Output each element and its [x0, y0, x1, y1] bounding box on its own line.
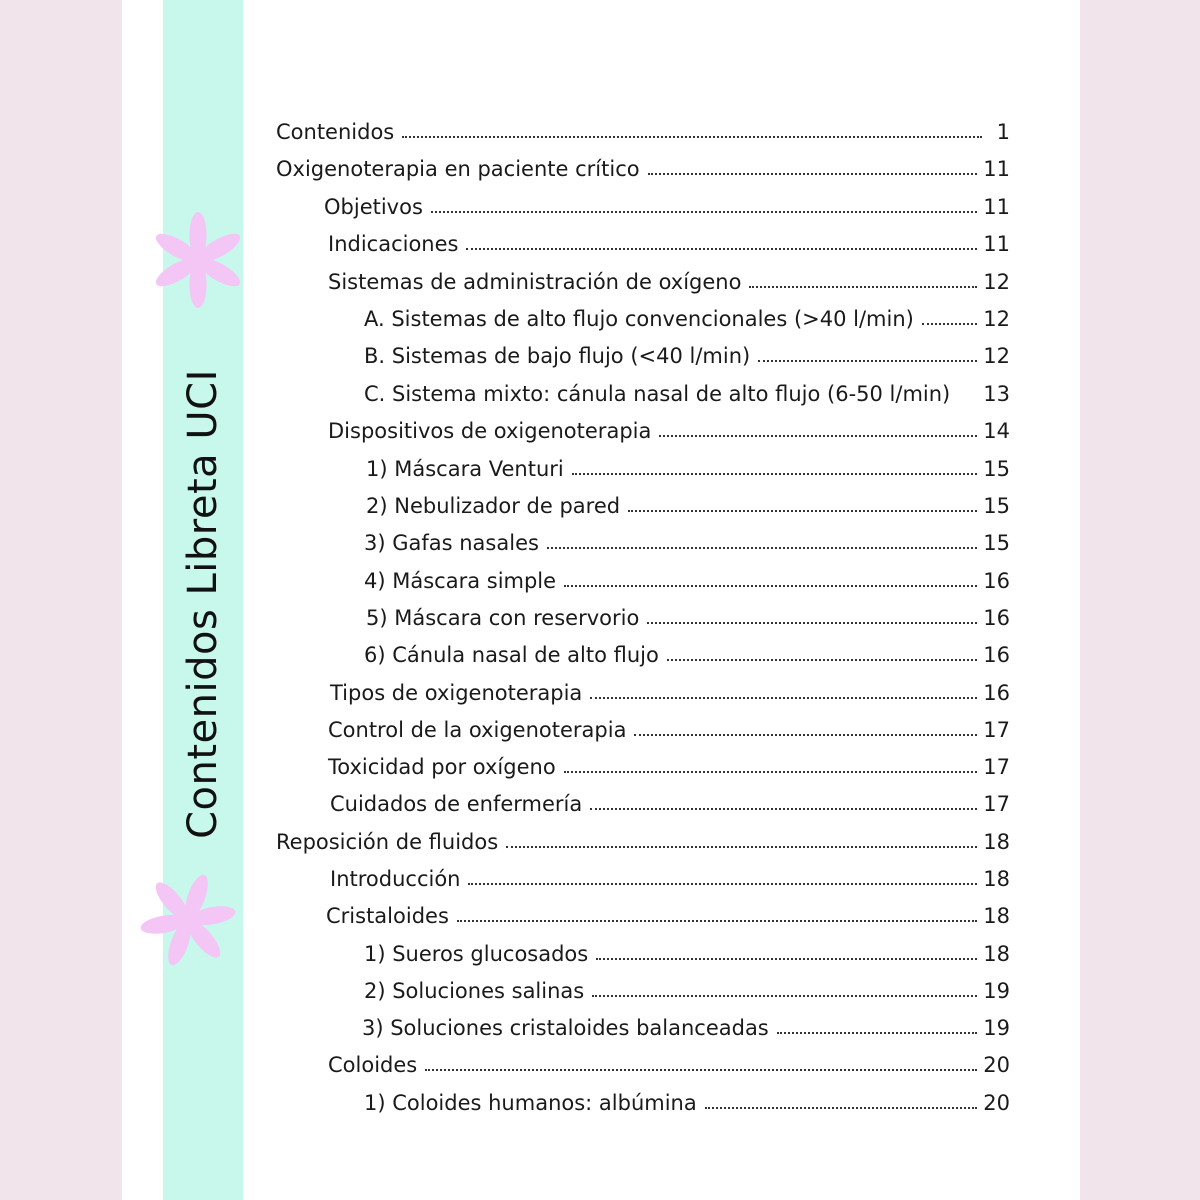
leader-dots: [547, 547, 977, 549]
toc-entry-label: Cuidados de enfermería: [330, 792, 583, 816]
leader-dots: [468, 883, 977, 885]
toc-entry-label: Dispositivos de oxigenoterapia: [328, 419, 652, 443]
toc-entry-page: 19: [983, 979, 1010, 1003]
toc-entry-page: 18: [983, 867, 1010, 891]
toc-entry-label: Toxicidad por oxígeno: [328, 755, 556, 779]
toc-entry[interactable]: [364, 525, 1010, 555]
toc-entry-label: 2) Soluciones salinas: [364, 979, 585, 1003]
toc-entry[interactable]: [362, 1010, 1010, 1040]
leader-dots: [705, 1107, 978, 1109]
toc-entry-label: 3) Soluciones cristaloides balanceadas: [362, 1016, 769, 1040]
toc-entry-page: 12: [983, 307, 1010, 331]
leader-dots: [564, 585, 977, 587]
toc-entry[interactable]: [276, 151, 1010, 181]
leader-dots: [659, 435, 977, 437]
leader-dots: [590, 808, 977, 810]
toc-entry-label: Coloides: [328, 1053, 418, 1077]
toc-entry-label: Contenidos: [276, 120, 395, 144]
toc-entry-page: 15: [983, 494, 1010, 518]
toc-entry[interactable]: [364, 973, 1010, 1003]
toc-entry-label: Reposición de fluidos: [276, 830, 499, 854]
leader-dots: [628, 510, 977, 512]
leader-dots: [922, 323, 977, 325]
toc-entry[interactable]: [364, 563, 1010, 593]
toc-entry[interactable]: [328, 1047, 1010, 1077]
toc-entry[interactable]: [364, 1085, 1010, 1115]
toc-entry[interactable]: [328, 712, 1010, 742]
toc-entry[interactable]: [324, 189, 1010, 219]
toc-entry-label: 1) Sueros glucosados: [364, 942, 589, 966]
toc-entry-page: 16: [983, 643, 1010, 667]
toc-entry[interactable]: [328, 226, 1010, 256]
toc-entry[interactable]: [328, 264, 1010, 294]
toc-entry-page: 15: [983, 531, 1010, 555]
toc-entry-page: 17: [983, 792, 1010, 816]
toc-entry-page: 11: [983, 157, 1010, 181]
toc-entry[interactable]: [366, 488, 1010, 518]
toc-entry[interactable]: [276, 114, 1010, 144]
toc-entry-page: 19: [983, 1016, 1010, 1040]
toc-entry-label: Indicaciones: [328, 232, 459, 256]
toc-entry-label: 2) Nebulizador de pared: [366, 494, 621, 518]
leader-dots: [564, 771, 978, 773]
toc-entry-page: 17: [983, 718, 1010, 742]
leader-dots: [758, 360, 977, 362]
toc-entry-page: 18: [983, 830, 1010, 854]
toc-entry-label: 3) Gafas nasales: [364, 531, 539, 555]
toc-entry-label: Control de la oxigenoterapia: [328, 718, 627, 742]
toc-entry-page: 13: [983, 382, 1010, 406]
toc-entry-label: Sistemas de administración de oxígeno: [328, 270, 742, 294]
toc-entry-label: Cristaloides: [326, 904, 449, 928]
toc-entry[interactable]: [364, 376, 1010, 406]
leader-dots: [431, 211, 977, 213]
toc-entry-label: Objetivos: [324, 195, 423, 219]
toc-entry-page: 11: [983, 195, 1010, 219]
sidebar-title: Contenidos Libreta UCI: [180, 369, 226, 839]
leader-dots: [402, 136, 982, 138]
toc-entry-label: Oxigenoterapia en paciente crítico: [276, 157, 640, 181]
toc-entry[interactable]: [330, 786, 1010, 816]
toc-entry-label: 4) Máscara simple: [364, 569, 557, 593]
toc-entry-page: 16: [983, 606, 1010, 630]
toc-entry-page: 12: [983, 270, 1010, 294]
toc-entry-page: 20: [983, 1053, 1010, 1077]
toc-entry[interactable]: [366, 600, 1010, 630]
toc-entry-page: 14: [983, 419, 1010, 443]
toc-entry-page: 11: [983, 232, 1010, 256]
toc-entry[interactable]: [364, 637, 1010, 667]
toc-entry-label: 1) Coloides humanos: albúmina: [364, 1091, 697, 1115]
toc-entry-label: B. Sistemas de bajo flujo (<40 l/min): [364, 344, 751, 368]
toc-entry[interactable]: [276, 824, 1010, 854]
toc-entry-page: 12: [983, 344, 1010, 368]
toc-entry-page: 15: [983, 457, 1010, 481]
toc-entry-page: 17: [983, 755, 1010, 779]
leader-dots: [648, 173, 978, 175]
leader-dots: [749, 286, 977, 288]
toc-entry[interactable]: [326, 898, 1010, 928]
toc-entry[interactable]: [364, 301, 1010, 331]
toc-entry-page: 1: [996, 120, 1010, 144]
leader-dots: [572, 473, 978, 475]
toc-entry-label: 1) Máscara Venturi: [366, 457, 564, 481]
toc-entry-page: 18: [983, 942, 1010, 966]
toc-entry-label: Introducción: [330, 867, 461, 891]
leader-dots: [466, 248, 977, 250]
toc-entry[interactable]: [364, 338, 1010, 368]
toc-entry[interactable]: [366, 451, 1010, 481]
leader-dots: [667, 659, 977, 661]
toc-entry-label: 6) Cánula nasal de alto flujo: [364, 643, 659, 667]
leader-dots: [590, 697, 977, 699]
toc-entry-page: 20: [983, 1091, 1010, 1115]
toc-entry-label: A. Sistemas de alto flujo convencionales (>40 l/min): [364, 307, 914, 331]
leader-dots: [425, 1069, 977, 1071]
toc-entry-page: 18: [983, 904, 1010, 928]
toc-entry-label: Tipos de oxigenoterapia: [330, 681, 583, 705]
toc-entry[interactable]: [328, 749, 1010, 779]
toc-entry[interactable]: [364, 936, 1010, 966]
toc-entry-label: 5) Máscara con reservorio: [366, 606, 640, 630]
leader-dots: [596, 958, 977, 960]
leader-dots: [647, 622, 977, 624]
leader-dots: [634, 734, 977, 736]
toc-entry-label: C. Sistema mixto: cánula nasal de alto flujo (6-50 l/min): [364, 382, 951, 406]
leader-dots: [457, 920, 977, 922]
toc-entry-page: 16: [983, 569, 1010, 593]
leader-dots: [506, 846, 977, 848]
toc-entry[interactable]: [330, 675, 1010, 705]
toc-entry[interactable]: [330, 861, 1010, 891]
leader-dots: [592, 995, 977, 997]
leader-dots: [777, 1032, 978, 1034]
toc-entry[interactable]: [328, 413, 1010, 443]
toc-entry-page: 16: [983, 681, 1010, 705]
